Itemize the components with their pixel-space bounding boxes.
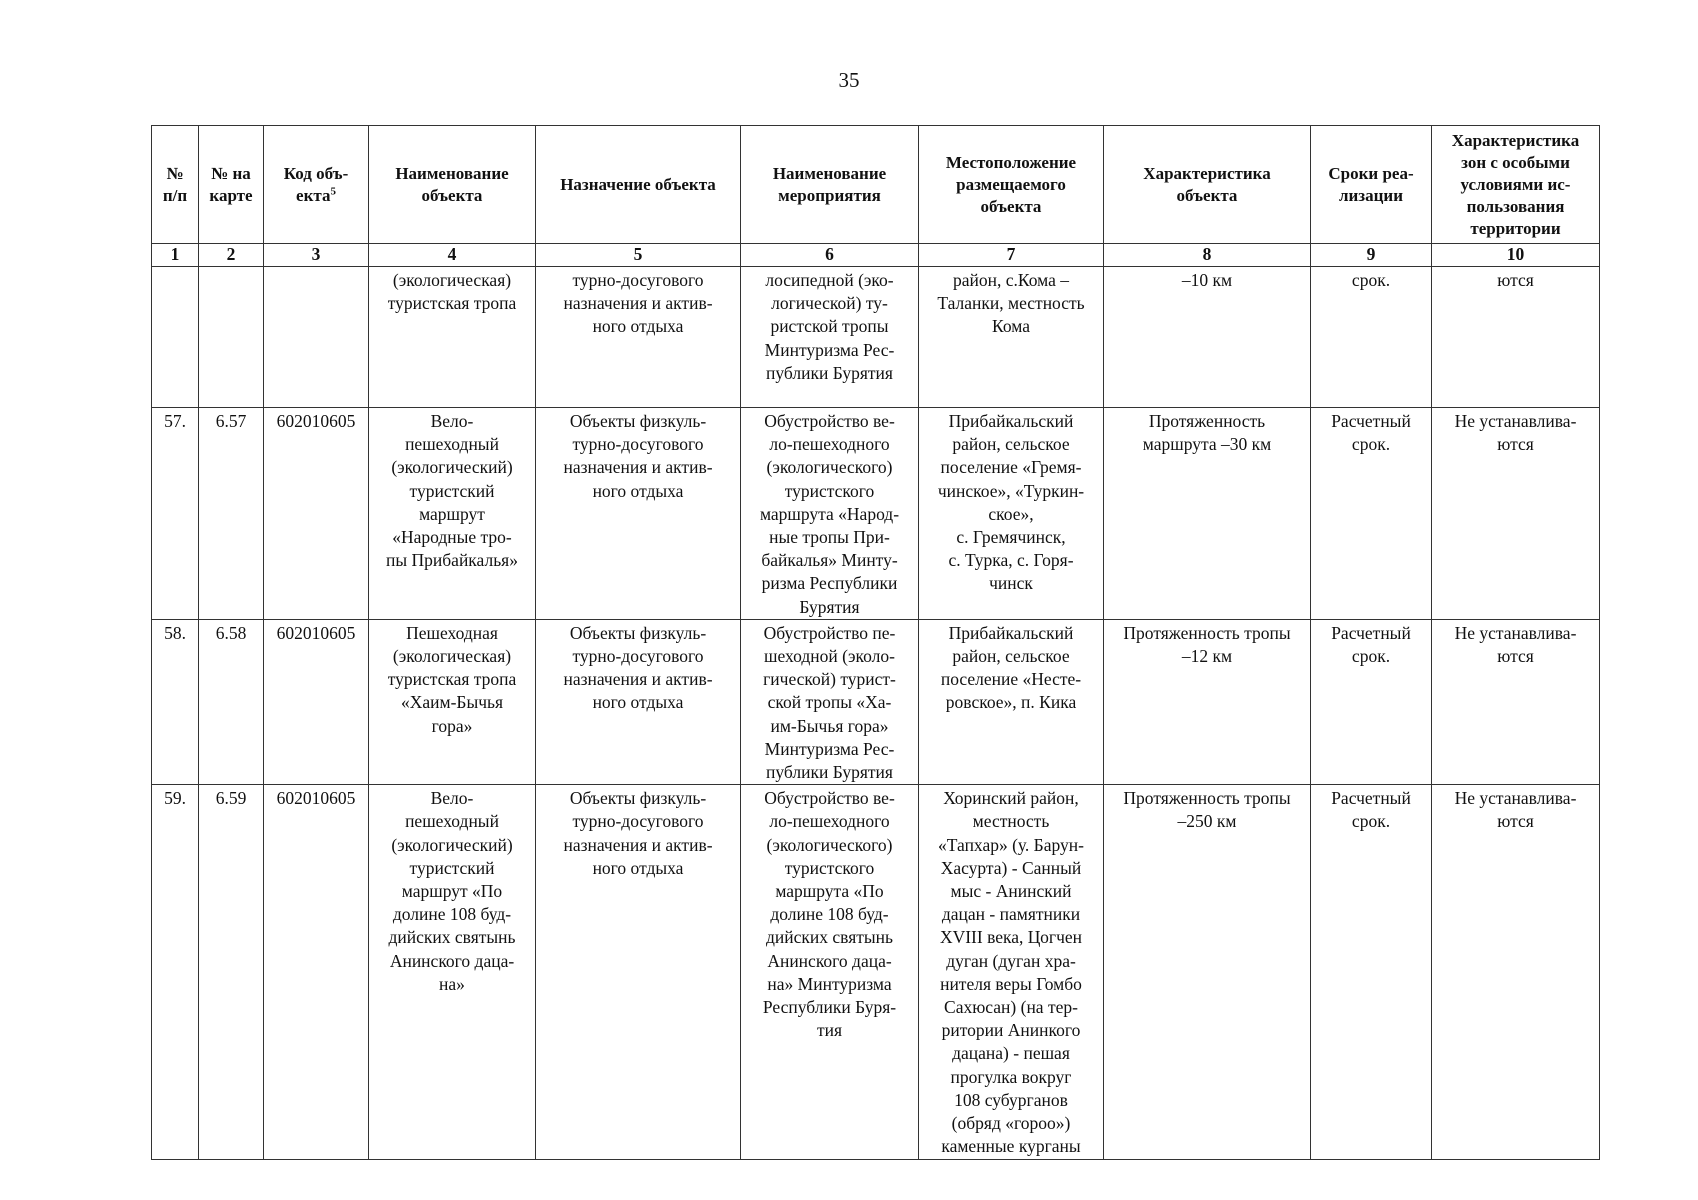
cell-event-name: Обустройство ве- ло-пешеходного (экологического) туристского маршрута «Народ- ные тропы При- байкалья» Минту- ризма Республики Бурятия: [741, 408, 919, 620]
header-object-name: Наименование объекта: [369, 126, 536, 244]
cell-object-code: 602010605: [264, 619, 369, 784]
cell-map-num: 6.57: [199, 408, 264, 620]
cell-characteristic: Протяженность маршрута –30 км: [1104, 408, 1311, 620]
table-row: [152, 267, 1600, 408]
column-number: 8: [1104, 244, 1311, 267]
column-number: 1: [152, 244, 199, 267]
cell-event-name: Обустройство пе- шеходной (эколо- гической) турист- ской тропы «Ха- им-Бычья гора» Минтуризма Рес- публики Бурятия: [741, 619, 919, 784]
cell-object-name: Вело- пешеходный (экологический) туристский маршрут «По долине 108 буд- дийских святынь Анинского даца- на»: [369, 785, 536, 1159]
cell-location: район, с.Кома – Таланки, местность Кома: [919, 267, 1104, 408]
page-number: 35: [838, 68, 860, 92]
cell-map-num: 6.58: [199, 619, 264, 784]
cell-object-purpose: Объекты физкуль- турно-досугового назначения и актив- ного отдыха: [536, 619, 741, 784]
cell-num: 57.: [152, 408, 199, 620]
cell-term: Расчетный срок.: [1311, 785, 1432, 1159]
cell-characteristic: Протяженность тропы –250 км: [1104, 785, 1311, 1159]
cell-map-num: [199, 267, 264, 408]
cell-object-name: (экологическая) туристская тропа: [369, 267, 536, 408]
column-number: 6: [741, 244, 919, 267]
cell-location: Прибайкальский район, сельское поселение «Несте- ровское», п. Кика: [919, 619, 1104, 784]
table-row: [152, 408, 1600, 620]
table-row: [152, 619, 1600, 784]
header-row: [152, 126, 1600, 244]
header-num: № п/п: [152, 126, 199, 244]
header-event-name: Наименование мероприятия: [741, 126, 919, 244]
header-object-code-text: Код объ- екта: [283, 163, 349, 205]
footnote-mark: 5: [330, 184, 336, 197]
header-map-num: № на карте: [199, 126, 264, 244]
cell-object-code: [264, 267, 369, 408]
cell-object-name: Вело- пешеходный (экологический) туристский маршрут «Народные тро- пы Прибайкалья»: [369, 408, 536, 620]
header-characteristic: Характеристика объекта: [1104, 126, 1311, 244]
table-row: [152, 785, 1600, 1159]
cell-characteristic: Протяженность тропы –12 км: [1104, 619, 1311, 784]
cell-object-name: Пешеходная (экологическая) туристская тропа «Хаим-Бычья гора»: [369, 619, 536, 784]
header-object-purpose: Назначение объекта: [536, 126, 741, 244]
cell-zones: Не устанавлива- ются: [1432, 408, 1600, 620]
cell-object-code: 602010605: [264, 785, 369, 1159]
header-object-code: [264, 126, 369, 244]
cell-zones: Не устанавлива- ются: [1432, 619, 1600, 784]
cell-object-code: 602010605: [264, 408, 369, 620]
cell-event-name: лосипедной (эко- логической) ту- ристской тропы Минтуризма Рес- публики Бурятия: [741, 267, 919, 408]
header-location: Местоположение размещаемого объекта: [919, 126, 1104, 244]
cell-object-purpose: турно-досугового назначения и актив- ного отдыха: [536, 267, 741, 408]
cell-location: Хоринский район, местность «Тапхар» (у. Барун- Хасурта) - Санный мыс - Анинский дацан - памятники XVIII века, Цогчен дуган (дуган хра- нителя веры Гомбо Сахюсан) (на тер- ритории Анинкого дацана) - пешая прогулка вокруг 108 субурганов (обряд «гороо») каменные курганы: [919, 785, 1104, 1159]
cell-event-name: Обустройство ве- ло-пешеходного (экологического) туристского маршрута «По долине 108 буд- дийских святынь Анинского даца- на» Минтуризма Республики Буря- тия: [741, 785, 919, 1159]
objects-table: [151, 125, 1600, 1160]
cell-map-num: 6.59: [199, 785, 264, 1159]
cell-location: Прибайкальский район, сельское поселение «Гремя- чинское», «Туркин- ское», с. Гремячинск, с. Турка, с. Горя- чинск: [919, 408, 1104, 620]
header-term: Сроки реа- лизации: [1311, 126, 1432, 244]
cell-term: Расчетный срок.: [1311, 408, 1432, 620]
column-number: 2: [199, 244, 264, 267]
column-number: 4: [369, 244, 536, 267]
cell-term: Расчетный срок.: [1311, 619, 1432, 784]
header-zones: Характеристика зон с особыми условиями ис- пользования территории: [1432, 126, 1600, 244]
column-number: 10: [1432, 244, 1600, 267]
cell-characteristic: –10 км: [1104, 267, 1311, 408]
cell-num: 59.: [152, 785, 199, 1159]
cell-term: срок.: [1311, 267, 1432, 408]
column-number-row: [152, 244, 1600, 267]
cell-num: [152, 267, 199, 408]
cell-zones: ются: [1432, 267, 1600, 408]
column-number: 3: [264, 244, 369, 267]
cell-num: 58.: [152, 619, 199, 784]
cell-object-purpose: Объекты физкуль- турно-досугового назначения и актив- ного отдыха: [536, 785, 741, 1159]
column-number: 5: [536, 244, 741, 267]
cell-object-purpose: Объекты физкуль- турно-досугового назначения и актив- ного отдыха: [536, 408, 741, 620]
cell-zones: Не устанавлива- ются: [1432, 785, 1600, 1159]
column-number: 9: [1311, 244, 1432, 267]
column-number: 7: [919, 244, 1104, 267]
